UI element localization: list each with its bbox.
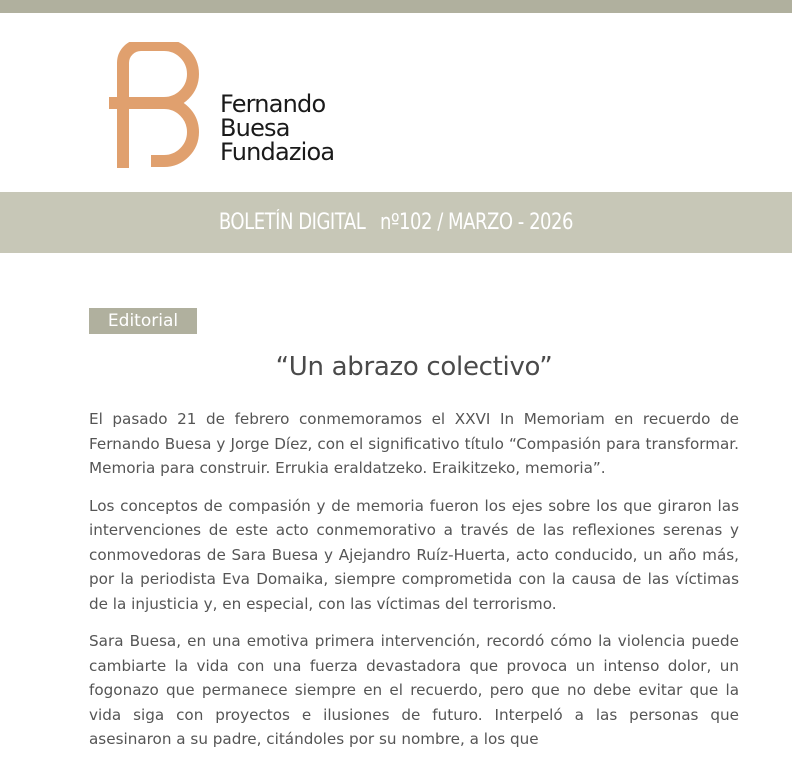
article-paragraph: Los conceptos de compasión y de memoria fueron los ejes sobre los que giraron las intervenciones de este acto conmemorativo a través de las reflexiones serenas y conmovedoras de Sara Buesa y Ajejandro Ruíz-Huerta, acto conducido, un año más, por la periodista Eva Domaika, siempre comprometida con la causa de las víctimas de la injusticia y, en especial, con las víctimas del terrorismo.	[89, 496, 739, 613]
article-paragraph: Sara Buesa, en una emotiva primera intervención, recordó cómo la violencia puede cambiarte la vida con una fuerza devastadora que provoca un intenso dolor, un fogonazo que permanece siempre en el recuerdo, pero que no debe evitar que la vida siga con proyectos e ilusiones de futuro. Interpeló a las personas que asesinaron a su padre, citándoles por su nombre, a los que	[89, 632, 739, 748]
article-body	[89, 407, 739, 765]
logo-line-1: Fernando	[220, 90, 326, 118]
logo-line-3: Fundazioa	[220, 138, 335, 166]
section-tag: Editorial	[89, 308, 197, 334]
top-stripe	[0, 0, 792, 13]
banner-label: BOLETÍN DIGITAL	[218, 210, 366, 235]
article-title: “Un abrazo colectivo”	[275, 352, 553, 382]
header	[0, 13, 792, 192]
banner-issue: nº102 / MARZO - 2026	[380, 210, 574, 235]
logo-line-2: Buesa	[220, 114, 290, 142]
newsletter-banner	[0, 192, 792, 253]
foundation-logo-icon[interactable]	[106, 42, 208, 168]
banner-text	[219, 210, 573, 235]
foundation-name	[220, 92, 334, 164]
article-paragraph: El pasado 21 de febrero conmemoramos el XXVI In Memoriam en recuerdo de Fernando Buesa y Jorge Díez, con el significativo título “Compasión para transformar. Memoria para construir. Errukia eraldatzeko. Eraikitzeko, memoria”.	[89, 410, 739, 477]
